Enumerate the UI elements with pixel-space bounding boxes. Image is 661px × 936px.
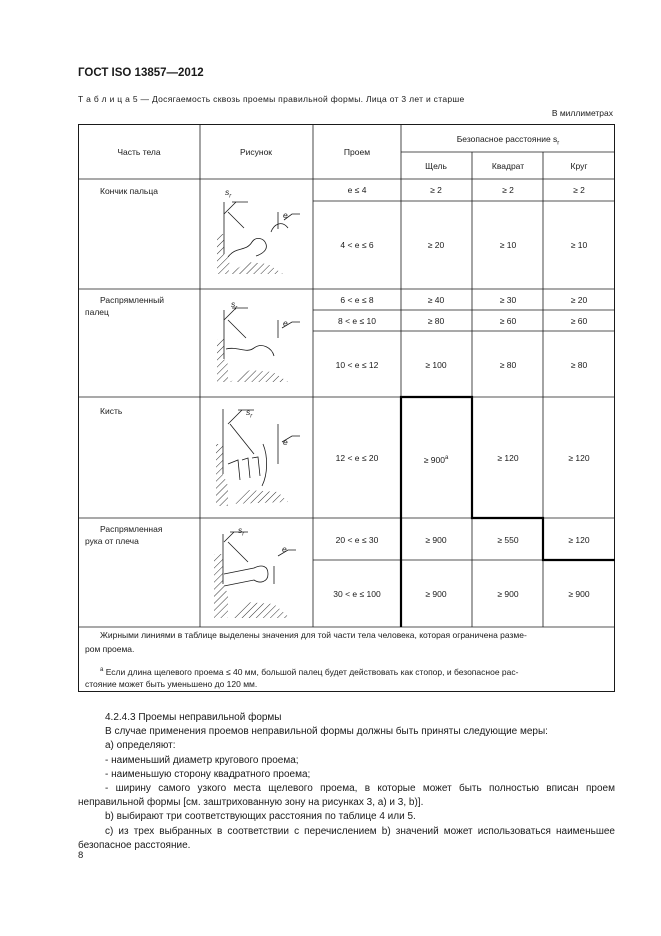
slot-cell: ≥ 2 — [430, 185, 442, 195]
header-slot: Щель — [425, 161, 447, 171]
list-item: c) из трех выбранных в соответствии с перечислением b) значений может использоваться наименьшее безопасное расстояние. — [78, 825, 615, 851]
square-cell: ≥ 900 — [497, 589, 519, 599]
figure-label-e: e — [283, 437, 288, 447]
header-safe-distance: Безопасное расстояние $s_r$ — [456, 134, 560, 147]
body-part-label: Распрямленный — [100, 295, 164, 305]
round-cell: ≥ 80 — [570, 360, 588, 370]
square-cell: ≥ 30 — [499, 295, 517, 305]
table-caption: Т а б л и ц а 5 — Досягаемость сквозь проемы правильной формы. Лица от 3 лет и старше — [78, 94, 465, 104]
opening-cell: 4 < e ≤ 6 — [340, 240, 374, 250]
round-cell: ≥ 60 — [570, 316, 588, 326]
opening-cell: 6 < e ≤ 8 — [340, 295, 374, 305]
figure-label-e: e — [282, 544, 287, 554]
square-cell: ≥ 10 — [499, 240, 517, 250]
figure-label-s: $s_r$ — [225, 187, 232, 200]
opening-cell: 8 < e ≤ 10 — [338, 316, 376, 326]
slot-cell: ≥ 900 — [425, 535, 447, 545]
body-part-label: палец — [85, 307, 109, 317]
paragraph: В случае применения проемов неправильной формы должны быть приняты следующие меры: — [105, 726, 548, 738]
slot-cell: ≥ 20 — [427, 240, 445, 250]
table-footnote: стояние может быть уменьшено до 120 мм. — [85, 679, 258, 689]
body-text — [78, 711, 615, 853]
round-cell: ≥ 2 — [573, 185, 585, 195]
slot-cell: ≥ 100 — [425, 360, 447, 370]
square-cell: ≥ 550 — [497, 535, 519, 545]
square-cell: ≥ 60 — [499, 316, 517, 326]
list-item: b) выбирают три соответствующих расстояния по таблице 4 или 5. — [105, 811, 416, 823]
opening-cell: 12 < e ≤ 20 — [335, 453, 379, 463]
body-part-label: Кисть — [100, 406, 123, 416]
list-item: - наименьший диаметр кругового проема; — [105, 754, 299, 766]
round-cell: ≥ 120 — [568, 453, 590, 463]
table-note-bold: ром проема. — [85, 644, 135, 654]
list-item: - наименьшую сторону квадратного проема; — [105, 768, 311, 780]
slot-cell: ≥ $900^a$ — [423, 454, 449, 465]
body-part-label: Распрямленная — [100, 524, 163, 534]
figure-label-e: e — [283, 318, 288, 328]
table-note-bold: Жирными линиями в таблице выделены значения для той части тела человека, которая ограничена разме- — [100, 630, 527, 640]
table-grid — [78, 124, 615, 692]
opening-cell: 30 < e ≤ 100 — [333, 589, 381, 599]
header-opening: Проем — [343, 147, 371, 157]
figure-label-e: e — [283, 210, 288, 220]
reach-table — [78, 124, 615, 692]
opening-cell: 10 < e ≤ 12 — [335, 360, 379, 370]
square-cell: ≥ 120 — [497, 453, 519, 463]
round-cell: ≥ 120 — [568, 535, 590, 545]
square-cell: ≥ 2 — [502, 185, 514, 195]
figure-label-s: $s_r$ — [246, 407, 253, 420]
header-round: Круг — [570, 161, 588, 171]
document-header: ГОСТ ISO 13857—2012 — [78, 67, 204, 79]
body-part-label: рука от плеча — [85, 536, 139, 546]
header-body-part: Часть тела — [117, 147, 161, 157]
header-figure: Рисунок — [239, 147, 273, 157]
opening-cell: 20 < e ≤ 30 — [335, 535, 379, 545]
hand-figure — [216, 409, 300, 506]
figure-label-s: $s_r$ — [238, 525, 245, 538]
round-cell: ≥ 900 — [568, 589, 590, 599]
header-square: Квадрат — [491, 161, 525, 171]
round-cell: ≥ 20 — [570, 295, 588, 305]
table-footnote: $^a$ Если длина щелевого проема ≤ 40 мм, большой палец будет действовать как стопор, и безопасное рас- — [100, 666, 519, 677]
section-heading: 4.2.4.3 Проемы неправильной формы — [105, 712, 282, 723]
round-cell: ≥ 10 — [570, 240, 588, 250]
figure-label-s: $s_r$ — [231, 299, 238, 312]
list-item: а) определяют: — [105, 740, 176, 752]
page-number: 8 — [78, 850, 84, 861]
body-part-label: Кончик пальца — [100, 186, 158, 196]
units-label: В миллиметрах — [551, 108, 613, 118]
slot-cell: ≥ 900 — [425, 589, 447, 599]
opening-cell: e ≤ 4 — [347, 185, 367, 195]
list-item: - ширину самого узкого места щелевого проема, в которые может быть полностью вписан проем неправильной формы [см. заштрихованную зону на рисунках 3, а) и 3, b)]. — [78, 783, 615, 809]
slot-cell: ≥ 80 — [427, 316, 445, 326]
square-cell: ≥ 80 — [499, 360, 517, 370]
slot-cell: ≥ 40 — [427, 295, 445, 305]
